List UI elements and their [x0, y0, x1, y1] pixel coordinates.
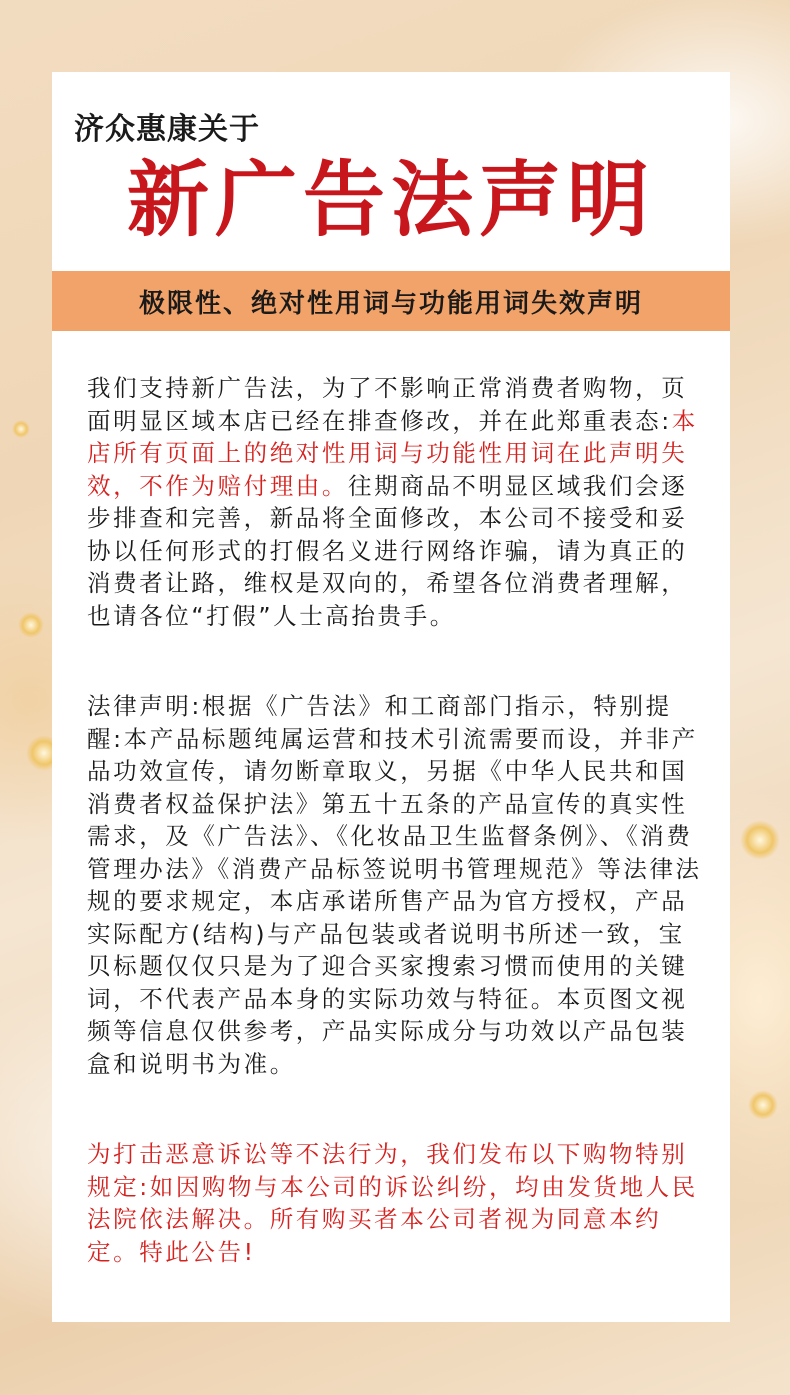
main-title: 新广告法声明 — [126, 153, 655, 248]
declaration-card — [52, 72, 730, 1322]
pre-title: 济众惠康关于 — [74, 112, 260, 147]
sparkle-decoration — [12, 420, 30, 438]
legal-statement-paragraph: 法律声明:根据《广告法》和工商部门指示，特别提醒:本产品标题纯属运营和技术引流需要而设，并非产品功效宣传，请勿断章取义，另据《中华人民共和国消费者权益保护法》第五十五条的产品宣传的真实性需求，及《广告法》、《化妆品卫生监督条例》、《消费管理办法》《消费产品标签说明书管理规范》等法律法规的要求规定，本店承诺所售产品为官方授权，产品实际配方(结构)与产品包装或者说明书所述一致，宝贝标题仅仅只是为了迎合买家搜索习惯而使用的关键词，不代表产品本身的实际功效与特征。本页图文视频等信息仅供参考，产品实际成分与功效以产品包装盒和说明书为准。 — [87, 692, 702, 1078]
support-statement-paragraph — [87, 372, 702, 632]
invalidation-highlight: 本店所有页面上的绝对性用词与功能性用词在此声明失效，不作为赔付理由。 — [87, 406, 698, 500]
sparkle-decoration — [748, 1090, 778, 1120]
litigation-notice-paragraph: 为打击恶意诉讼等不法行为，我们发布以下购物特别规定:如因购物与本公司的诉讼纠纷，均由发货地人民法院依法解决。所有购买者本公司者视为同意本约定。特此公告! — [87, 1140, 698, 1266]
subtitle: 极限性、绝对性用词与功能用词失效声明 — [138, 288, 643, 319]
subtitle-bar — [52, 271, 730, 331]
sparkle-decoration — [740, 820, 780, 860]
statement-text: 我们支持新广告法，为了不影响正常消费者购物，页面明显区域本店已经在排查修改，并在此郑重表态: — [87, 374, 688, 435]
statement-text-continued: 往期商品不明显区域我们会逐步排查和完善，新品将全面修改，本公司不接受和妥协以任何形式的打假名义进行网络诈骗，请为真正的消费者让路，维权是双向的，希望各位消费者理解，也请各位“打假”人士高抬贵手。 — [87, 471, 688, 630]
sparkle-decoration — [18, 612, 44, 638]
